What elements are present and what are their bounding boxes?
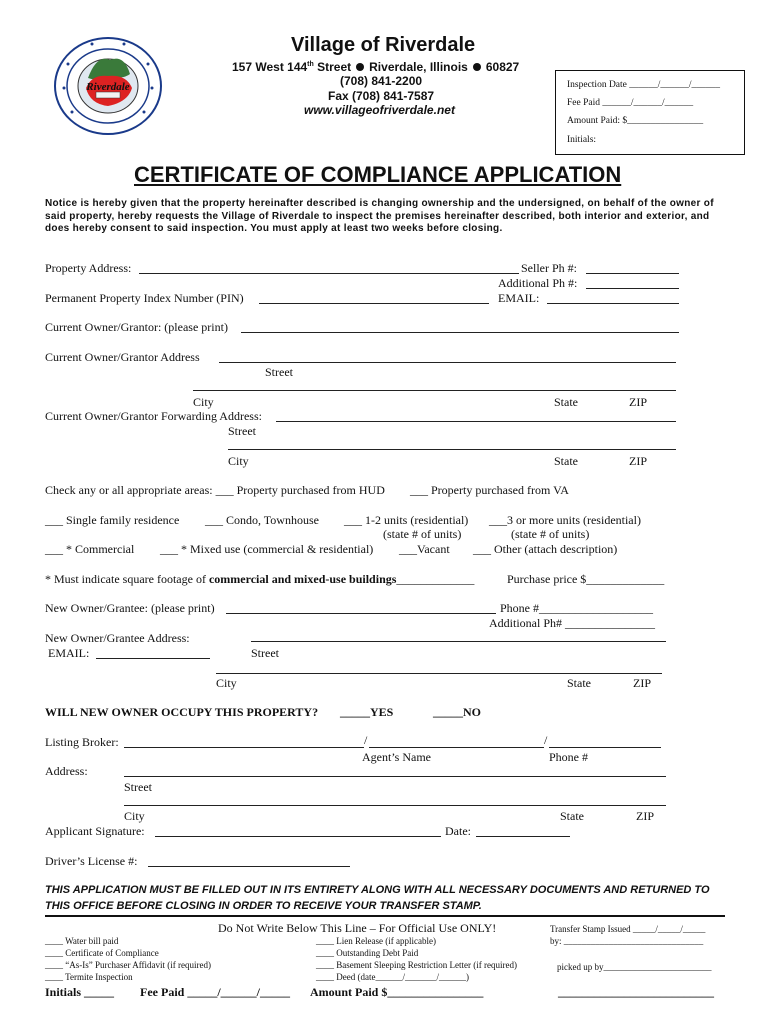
village-seal-logo [52,36,164,136]
agent-name-caption: Agent’s Name [362,750,431,764]
notice-paragraph: Notice is hereby given that the property hereinafter described is changing ownership and the undersigned, on behalf of the owner of said property, hereby requests the Village of Riverdale to inspect the premises hereinafter described, both interior and exterior, and does hereby consent to said inspection. You must apply at least two weeks before closing. [45,198,714,234]
units-3-more-note: (state # of units) [511,527,590,541]
fee-paid-field[interactable]: Fee Paid ______/______/______ [567,98,694,108]
check-other[interactable]: ___ Other (attach description) [473,542,618,556]
applicant-signature-label: Applicant Signature: [45,824,145,838]
official-fee-paid-field[interactable]: Fee Paid _____/______/_____ [140,985,290,999]
pin-label: Permanent Property Index Number (PIN) [45,291,244,305]
check-cert-compliance[interactable]: ____ Certificate of Compliance [45,948,159,958]
new-owner-email-field[interactable] [96,658,210,659]
property-address-field[interactable] [139,273,519,274]
check-vacant[interactable]: ___Vacant [399,542,450,556]
check-commercial[interactable]: ___ * Commercial [45,542,135,556]
date-field[interactable] [476,836,570,837]
listing-broker-label: Listing Broker: [45,735,119,749]
official-amount-paid-field[interactable]: Amount Paid $________________ [310,985,484,999]
check-water-bill[interactable]: ____ Water bill paid [45,936,119,946]
city-caption: City [193,395,214,409]
divider [45,915,725,917]
broker-address-label: Address: [45,764,88,778]
transfer-stamp-field[interactable]: Transfer Stamp Issued _____/_____/_____ [550,924,706,934]
occupy-question: WILL NEW OWNER OCCUPY THIS PROPERTY? [45,705,319,719]
listing-broker-field[interactable] [124,747,364,748]
new-owner-additional-ph-field[interactable]: Additional Ph# _______________ [489,616,656,630]
check-deed[interactable]: ____ Deed (date______/_______/______) [316,972,469,982]
state-caption: State [554,454,578,468]
drivers-license-field[interactable] [148,866,350,867]
submission-instruction: THIS APPLICATION MUST BE FILLED OUT IN ITS ENTIRETY ALONG WITH ALL NECESSARY DOCUMENTS AND RETURNED TO THIS OFFICE BEFORE CLOSING IN ORDER TO RECEIVE YOUR TRANSFER STAMP. [45,884,710,912]
broker-phone-field[interactable] [549,747,661,748]
check-single-family[interactable]: ___ Single family residence [45,513,180,527]
property-address-label: Property Address: [45,261,132,275]
inspection-date-field[interactable]: Inspection Date ______/______/______ [567,80,721,90]
sqft-instruction: * Must indicate square footage of commercial and mixed-use buildings_____________ [45,572,475,586]
phone-caption: Phone # [549,750,588,764]
new-owner-city-field[interactable] [216,673,662,674]
current-owner-field[interactable] [241,332,679,333]
new-owner-phone-field[interactable]: Phone #___________________ [500,601,653,615]
date-label: Date: [445,824,471,838]
check-lien-release[interactable]: ____ Lien Release (if applicable) [316,936,436,946]
seal-center-text: Riverdale [86,81,130,93]
forwarding-city-field[interactable] [228,449,676,450]
occupy-no-option[interactable]: _____NO [433,705,481,719]
forwarding-address-label: Current Owner/Grantor Forwarding Address: [45,409,262,423]
sqft-field[interactable]: _____________ [396,572,475,586]
additional-ph-field[interactable] [586,288,679,289]
city-caption: City [124,809,145,823]
current-owner-city-field[interactable] [193,390,676,391]
forwarding-street-field[interactable] [276,421,676,422]
check-termite[interactable]: ____ Termite Inspection [45,972,133,982]
agent-name-field[interactable] [369,747,544,748]
email-field[interactable] [547,303,679,304]
village-address: 157 West 144th Street Riverdale, Illinois 60827 [232,60,520,74]
check-areas-hud[interactable]: Check any or all appropriate areas: ___ Property purchased from HUD [45,483,385,497]
state-caption: State [560,809,584,823]
zip-caption: ZIP [629,395,647,409]
city-caption: City [216,676,237,690]
official-use-heading: Do Not Write Below This Line – For Official Use ONLY! [218,921,497,935]
additional-ph-label: Additional Ph #: [498,276,578,290]
seller-ph-field[interactable] [586,273,679,274]
street-caption: Street [228,424,256,438]
inspection-box [555,70,745,155]
check-mixed-use[interactable]: ___ * Mixed use (commercial & residential) [160,542,374,556]
village-phone: (708) 841-2200 [340,74,423,88]
initials-field[interactable]: Initials: [567,135,597,145]
transfer-by-field[interactable]: by: _______________________________ [550,936,704,946]
drivers-license-label: Driver’s License #: [45,854,138,868]
applicant-signature-field[interactable] [155,836,441,837]
form-title: CERTIFICATE OF COMPLIANCE APPLICATION [134,162,622,187]
bullet-icon [356,63,364,71]
new-owner-label: New Owner/Grantee: (please print) [45,601,215,615]
email-label: EMAIL: [498,291,540,305]
broker-city-field[interactable] [124,805,666,806]
new-owner-field[interactable] [226,613,496,614]
check-outstanding-debt[interactable]: ____ Outstanding Debt Paid [316,948,419,958]
village-website: www.villageofriverdale.net [304,103,455,117]
state-caption: State [554,395,578,409]
street-caption: Street [251,646,279,660]
check-basement-letter[interactable]: ____ Basement Sleeping Restriction Letter (if required) [316,960,517,970]
zip-caption: ZIP [636,809,654,823]
new-owner-street-field[interactable] [251,641,666,642]
units-1-2-note: (state # of units) [383,527,462,541]
street-caption: Street [265,365,293,379]
occupy-yes-option[interactable]: _____YES [340,705,394,719]
check-1-2-units[interactable]: ___ 1-2 units (residential) [344,513,469,527]
official-initials-field[interactable]: Initials _____ [45,985,115,999]
check-3-more-units[interactable]: ___3 or more units (residential) [489,513,641,527]
check-condo[interactable]: ___ Condo, Townhouse [205,513,319,527]
street-caption: Street [124,780,152,794]
check-va[interactable]: ___ Property purchased from VA [410,483,569,497]
official-signature-line[interactable]: __________________________ [558,985,714,999]
village-title: Village of Riverdale [291,34,476,56]
picked-up-field[interactable]: picked up by________________________ [557,962,712,972]
new-owner-email-label: EMAIL: [48,646,90,660]
amount-paid-field[interactable]: Amount Paid: $________________ [567,116,704,126]
current-owner-address-label: Current Owner/Grantor Address [45,350,200,364]
seller-ph-label: Seller Ph #: [521,261,577,275]
new-owner-address-label: New Owner/Grantee Address: [45,631,190,645]
current-owner-label: Current Owner/Grantor: (please print) [45,320,228,334]
current-owner-street-field[interactable] [219,362,676,363]
zip-caption: ZIP [629,454,647,468]
pin-field[interactable] [259,303,489,304]
village-fax: Fax (708) 841-7587 [328,89,435,103]
check-as-is-affidavit[interactable]: ____ “As-Is” Purchaser Affidavit (if required) [45,960,212,970]
broker-street-field[interactable] [124,776,666,777]
state-caption: State [567,676,591,690]
city-caption: City [228,454,249,468]
bullet-icon [473,63,481,71]
purchase-price-field[interactable]: Purchase price $_____________ [507,572,665,586]
zip-caption: ZIP [633,676,651,690]
